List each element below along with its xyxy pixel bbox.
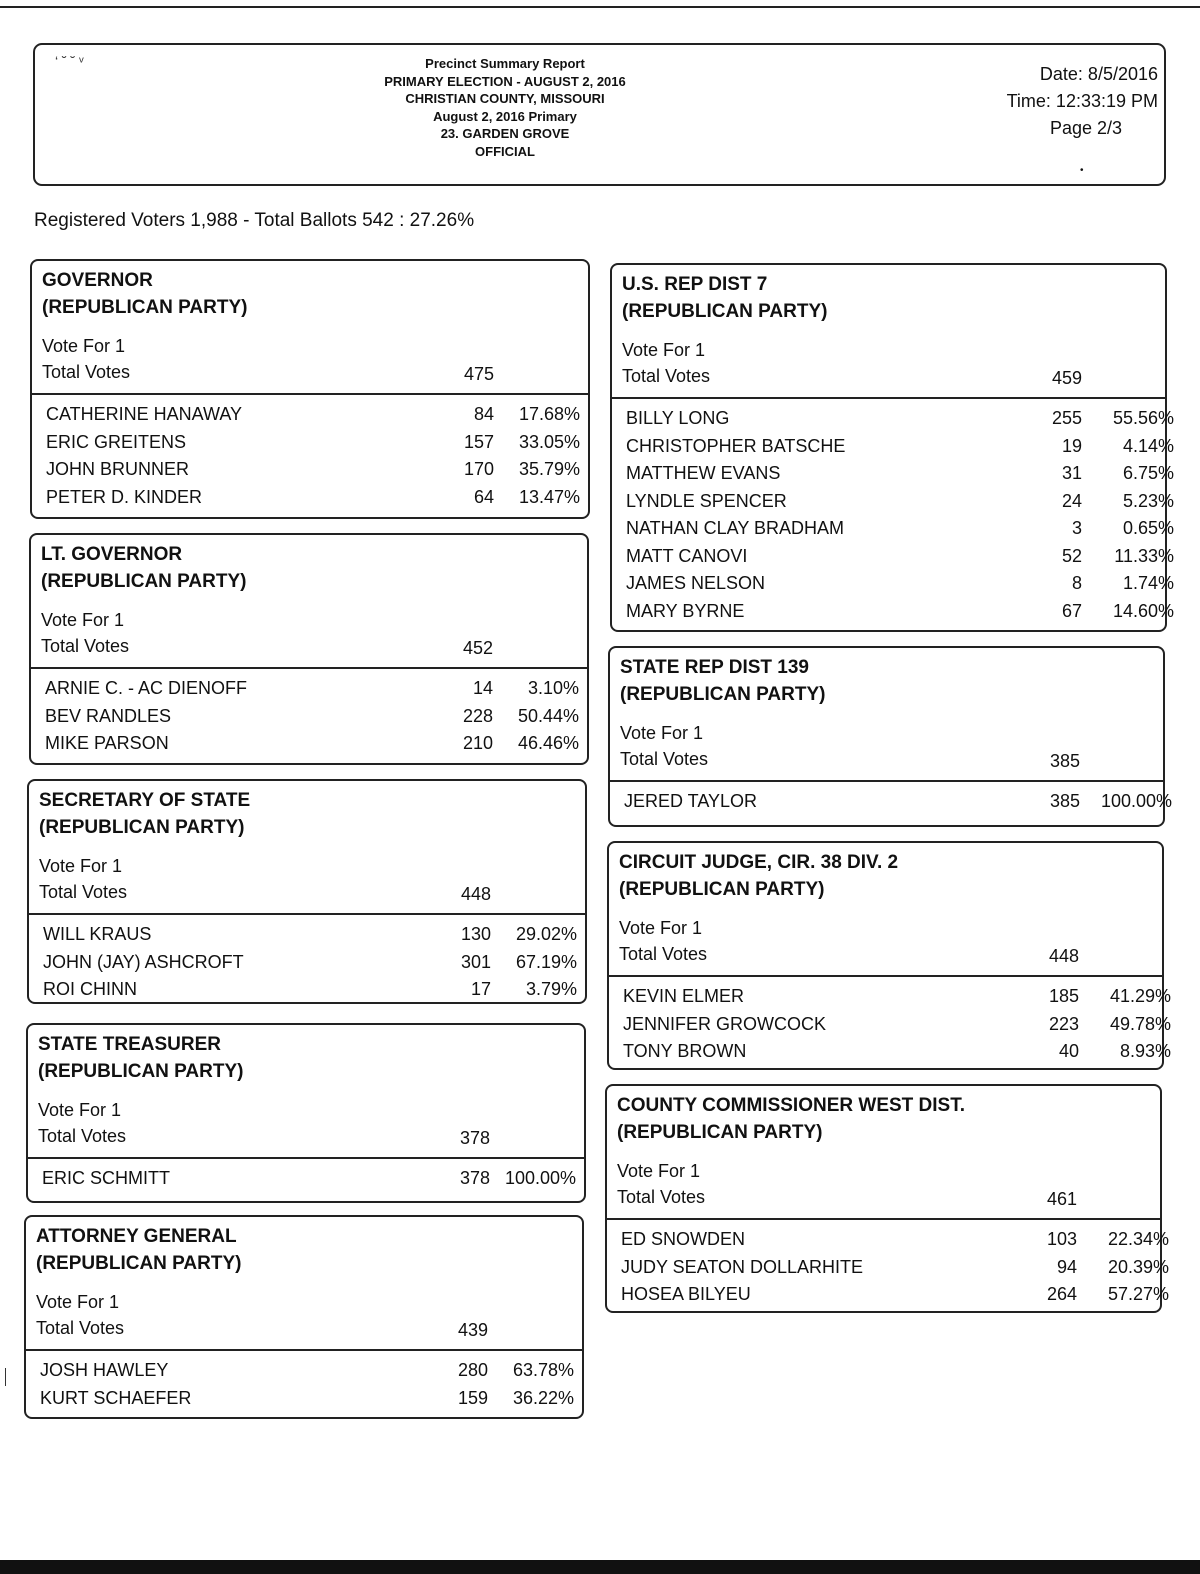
candidate-votes: 280 [457,1360,488,1380]
office-name: CIRCUIT JUDGE, CIR. 38 DIV. 2 [619,852,899,873]
candidate-name: JOSH HAWLEY [40,1360,169,1380]
scan-bottom-edge [0,1560,1200,1574]
candidate-row [26,1357,582,1385]
total-votes-value: 448 [1048,946,1079,966]
scan-margin-mark [5,1368,6,1386]
contest-header [29,781,585,915]
candidate-percent: 57.27% [1107,1284,1169,1304]
contest-header [28,1025,584,1159]
candidate-percent: 3.79% [525,979,577,999]
candidate-name: ARNIE C. - AC DIENOFF [45,678,248,698]
total-votes-label: Total Votes [41,636,130,656]
contest-header [26,1217,582,1351]
vote-for-label: Vote For 1 [41,610,125,630]
total-votes-value: 378 [459,1128,490,1148]
candidate-row [609,1011,1171,1039]
total-votes-label: Total Votes [617,1187,706,1207]
party-name: (REPUBLICAN PARTY) [36,1253,242,1274]
candidate-percent: 49.78% [1109,1013,1171,1034]
candidate-row [609,1038,1171,1066]
candidate-percent: 55.56% [1112,408,1174,428]
vote-for-block [39,853,127,905]
candidate-votes: 378 [459,1168,490,1188]
candidate-row [31,703,587,731]
candidate-votes: 19 [1061,435,1082,456]
office-name: STATE TREASURER [38,1034,221,1055]
candidate-name: PETER D. KINDER [46,486,203,507]
contest-title [41,541,246,595]
office-name: SECRETARY OF STATE [39,790,251,811]
candidate-row [607,1226,1169,1254]
candidate-percent: 36.22% [512,1387,574,1408]
total-votes-value: 385 [1049,751,1080,771]
total-votes-label: Total Votes [622,366,711,386]
county-name: CHRISTIAN COUNTY, MISSOURI [405,91,605,106]
total-votes-label: Total Votes [42,362,131,382]
candidate-row [32,429,588,457]
candidate-row [31,730,587,758]
candidate-name: JUDY SEATON DOLLARHITE [621,1256,864,1277]
candidate-name: ED SNOWDEN [621,1229,746,1249]
candidate-percent: 29.02% [515,924,577,944]
candidate-row [32,484,588,512]
contest-header [31,535,587,669]
candidate-name: LYNDLE SPENCER [626,490,787,511]
contest-header [609,843,1162,977]
office-name: GOVERNOR [42,270,153,291]
candidate-votes: 210 [462,733,493,753]
candidate-votes: 185 [1048,986,1079,1006]
candidate-row [607,1281,1169,1309]
candidate-name: WILL KRAUS [43,924,152,944]
party-name: (REPUBLICAN PARTY) [38,1061,244,1082]
candidate-row [607,1254,1169,1282]
candidate-name: BEV RANDLES [45,705,172,726]
vote-for-block [36,1289,124,1341]
handwritten-mark: ‘ ˘ ˘ ᵛ [55,53,84,69]
candidate-votes: 8 [1071,573,1082,593]
report-title-block [315,55,695,160]
contest-governor [30,259,590,519]
candidate-percent: 46.46% [517,733,579,753]
vote-for-label: Vote For 1 [619,918,703,938]
total-votes-label: Total Votes [39,882,128,902]
report-title: Precinct Summary Report [425,56,585,71]
candidate-list [607,1220,1169,1309]
candidate-percent: 63.78% [512,1360,574,1380]
candidate-row [612,433,1174,461]
candidate-name: TONY BROWN [623,1041,747,1061]
primary-name: August 2, 2016 Primary [433,108,577,124]
contest-title [619,849,898,903]
candidate-votes: 255 [1051,408,1082,428]
party-name: (REPUBLICAN PARTY) [622,301,828,322]
report-meta [958,61,1158,142]
candidate-votes: 84 [473,404,494,424]
candidate-list [609,977,1171,1066]
candidate-votes: 17 [470,979,491,999]
contest-title [39,787,250,841]
candidate-row [29,921,585,949]
total-votes-value: 452 [462,638,493,658]
candidate-votes: 24 [1061,490,1082,511]
candidate-name: NATHAN CLAY BRADHAM [626,518,845,538]
candidate-list [612,399,1174,625]
candidate-list [26,1351,582,1412]
candidate-votes: 67 [1061,600,1082,621]
candidate-votes: 159 [457,1387,488,1408]
vote-for-block [41,607,129,659]
party-name: (REPUBLICAN PARTY) [42,297,248,318]
candidate-name: MATTHEW EVANS [626,463,781,483]
candidate-percent: 33.05% [518,431,580,452]
contest-lt-governor [29,533,589,765]
vote-for-label: Vote For 1 [620,723,704,743]
candidate-name: CATHERINE HANAWAY [46,404,243,424]
candidate-name: KURT SCHAEFER [40,1387,192,1408]
candidate-row [32,456,588,484]
contest-title [42,267,247,321]
candidate-list [31,669,587,758]
candidate-votes: 31 [1061,463,1082,483]
candidate-percent: 20.39% [1107,1256,1169,1277]
candidate-name: JAMES NELSON [626,573,766,593]
candidate-votes: 3 [1071,518,1082,538]
candidate-percent: 14.60% [1112,600,1174,621]
candidate-percent: 13.47% [518,486,580,507]
candidate-list [28,1159,584,1193]
candidate-votes: 301 [460,951,491,972]
candidate-percent: 41.29% [1109,986,1171,1006]
candidate-percent: 11.33% [1114,545,1174,566]
candidate-row [612,598,1174,626]
candidate-votes: 40 [1058,1041,1079,1061]
vote-for-block [620,720,708,772]
candidate-percent: 5.23% [1122,490,1174,511]
office-name: LT. GOVERNOR [41,544,183,565]
candidate-name: KEVIN ELMER [623,986,745,1006]
candidate-row [612,570,1174,598]
vote-for-block [617,1158,705,1210]
vote-for-label: Vote For 1 [39,856,123,876]
candidate-list [32,395,588,511]
candidate-percent: 22.34% [1107,1229,1169,1249]
candidate-percent: 1.74% [1122,573,1174,593]
candidate-percent: 50.44% [517,705,579,726]
candidate-percent: 4.14% [1122,435,1174,456]
vote-for-label: Vote For 1 [38,1100,122,1120]
candidate-name: MARY BYRNE [626,600,745,621]
office-name: ATTORNEY GENERAL [36,1226,237,1247]
page-number: Page 2/3 [1049,118,1122,138]
contest-header [607,1086,1160,1220]
contest-header [32,261,588,395]
candidate-name: JOHN BRUNNER [46,459,190,479]
candidate-percent: 6.75% [1122,463,1174,483]
candidate-row [612,543,1174,571]
contest-circuit-judge [607,841,1171,1070]
contest-secretary-of-state [27,779,587,1004]
report-header [33,43,1166,186]
candidate-row [29,949,585,977]
candidate-row [29,976,585,1004]
vote-for-label: Vote For 1 [42,336,126,356]
party-name: (REPUBLICAN PARTY) [619,879,825,900]
candidate-percent: 35.79% [518,459,580,479]
candidate-percent: 8.93% [1119,1041,1171,1061]
candidate-votes: 103 [1046,1229,1077,1249]
office-name: COUNTY COMMISSIONER WEST DIST. [617,1095,966,1116]
candidate-percent: 0.65% [1122,518,1174,538]
candidate-row [612,460,1174,488]
candidate-votes: 264 [1046,1284,1077,1304]
election-name: PRIMARY ELECTION - AUGUST 2, 2016 [384,73,626,89]
vote-for-block [42,333,130,385]
candidate-votes: 385 [1049,791,1080,811]
contest-title [36,1223,241,1277]
total-votes-label: Total Votes [36,1318,125,1338]
contest-header [612,265,1165,399]
vote-for-block [38,1097,126,1149]
report-status: OFFICIAL [475,143,535,159]
candidate-votes: 94 [1056,1256,1077,1277]
candidate-list [29,915,585,1004]
office-name: U.S. REP DIST 7 [622,274,768,295]
contest-title [38,1031,243,1085]
party-name: (REPUBLICAN PARTY) [41,571,247,592]
total-votes-value: 448 [460,884,491,904]
total-votes-value: 459 [1051,368,1082,388]
candidate-percent: 100.00% [1100,791,1172,811]
candidate-name: BILLY LONG [626,408,730,428]
candidate-row [26,1385,582,1413]
total-votes-label: Total Votes [619,944,708,964]
candidate-percent: 67.19% [515,951,577,972]
candidate-list [610,782,1172,816]
candidate-votes: 130 [460,924,491,944]
candidate-name: MATT CANOVI [626,545,748,566]
total-votes-value: 439 [457,1320,488,1340]
candidate-percent: 17.68% [518,404,580,424]
candidate-row [609,983,1171,1011]
candidate-name: HOSEA BILYEU [621,1284,751,1304]
contest-county-commissioner-west [605,1084,1169,1313]
office-name: STATE REP DIST 139 [620,657,809,678]
candidate-name: JENNIFER GROWCOCK [623,1013,827,1034]
candidate-name: ERIC GREITENS [46,431,187,452]
total-votes-label: Total Votes [38,1126,127,1146]
precinct-name: 23. GARDEN GROVE [440,126,570,141]
candidate-votes: 228 [462,705,493,726]
candidate-votes: 52 [1061,545,1082,566]
turnout-summary: Registered Voters 1,988 - Total Ballots 542 : 27.26% [34,210,475,231]
candidate-votes: 64 [473,486,494,507]
contest-state-treasurer [26,1023,586,1203]
party-name: (REPUBLICAN PARTY) [39,817,245,838]
party-name: (REPUBLICAN PARTY) [620,684,826,705]
contest-title [622,271,827,325]
contest-state-rep-dist-139 [608,646,1172,827]
candidate-votes: 170 [463,459,494,479]
candidate-name: JOHN (JAY) ASHCROFT [43,951,244,972]
candidate-row [610,788,1172,816]
stray-dot: • [1080,165,1084,176]
vote-for-label: Vote For 1 [36,1292,120,1312]
candidate-row [31,675,587,703]
candidate-name: MIKE PARSON [45,733,169,753]
contest-us-rep-dist-7 [610,263,1174,632]
candidate-row [612,405,1174,433]
party-name: (REPUBLICAN PARTY) [617,1122,823,1143]
candidate-row [32,401,588,429]
candidate-row [612,515,1174,543]
candidate-name: ERIC SCHMITT [42,1168,170,1188]
total-votes-value: 461 [1046,1189,1077,1209]
contest-title [620,654,825,708]
candidate-votes: 157 [463,431,494,452]
vote-for-block [622,337,710,389]
contest-title [617,1092,965,1146]
contest-header [610,648,1163,782]
candidate-name: ROI CHINN [43,979,137,999]
scan-top-edge [0,6,1200,8]
candidate-percent: 3.10% [527,678,579,698]
candidate-votes: 223 [1048,1013,1079,1034]
vote-for-label: Vote For 1 [622,340,706,360]
candidate-name: CHRISTOPHER BATSCHE [626,435,846,456]
vote-for-label: Vote For 1 [617,1161,701,1181]
candidate-votes: 14 [472,678,493,698]
candidate-percent: 100.00% [504,1168,576,1188]
vote-for-block [619,915,707,967]
report-date: Date: 8/5/2016 [1039,64,1158,84]
candidate-row [612,488,1174,516]
contest-attorney-general [24,1215,584,1419]
report-time: Time: 12:33:19 PM [1006,91,1158,111]
candidate-name: JERED TAYLOR [624,791,758,811]
total-votes-label: Total Votes [620,749,709,769]
candidate-row [28,1165,584,1193]
total-votes-value: 475 [463,364,494,384]
